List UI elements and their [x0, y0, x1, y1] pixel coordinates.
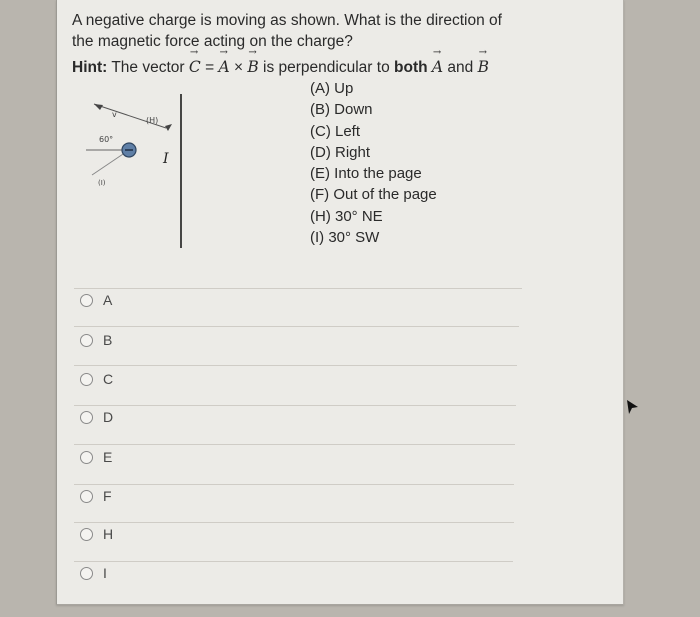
angle-label: 60°	[99, 135, 114, 144]
choice-line: (B) Down	[310, 101, 373, 119]
current-label: I	[163, 151, 169, 167]
radio-button[interactable]	[80, 567, 93, 580]
divider	[74, 561, 513, 562]
choice-line: (F) Out of the page	[310, 186, 437, 204]
divider	[74, 288, 522, 289]
radio-button[interactable]	[80, 294, 93, 307]
answer-option-a[interactable]	[80, 290, 112, 310]
hint-line	[72, 58, 489, 77]
divider	[74, 365, 517, 366]
hint-label: Hint:	[72, 59, 108, 76]
cross-sign: ×	[233, 59, 244, 76]
radio-button[interactable]	[80, 528, 93, 541]
option-label: H	[103, 526, 114, 542]
answer-option-e[interactable]	[80, 447, 112, 467]
radio-button[interactable]	[80, 490, 93, 503]
vector-a: → A	[218, 58, 229, 76]
hint-text-b: is perpendicular to	[263, 59, 390, 76]
hint-text-a: The vector	[111, 59, 185, 76]
divider	[74, 484, 514, 485]
choice-line: (D) Right	[310, 143, 371, 161]
direction-choices-list	[310, 78, 437, 248]
option-label: E	[103, 449, 113, 465]
answer-option-f[interactable]	[80, 486, 112, 506]
divider	[74, 522, 514, 523]
option-label: D	[103, 409, 114, 425]
option-label: A	[103, 292, 113, 308]
hint-bold-both: both	[394, 59, 428, 76]
divider	[74, 444, 515, 445]
vector-a-2: → A	[432, 58, 443, 76]
answer-option-d[interactable]	[80, 407, 113, 427]
mouse-pointer-icon	[626, 399, 640, 415]
vector-b-2: → B	[478, 58, 489, 76]
v-label: v	[112, 110, 117, 119]
choice-line: (E) Into the page	[310, 165, 422, 183]
h-label: (H)	[146, 116, 159, 125]
question-line-2: the magnetic force acting on the charge?	[72, 33, 353, 50]
vector-c: → C	[189, 58, 201, 76]
question-line-1: A negative charge is moving as shown. What is the direction of	[72, 12, 502, 29]
choice-line: (A) Up	[310, 80, 354, 97]
radio-button[interactable]	[80, 451, 93, 464]
choice-line: (I) 30° SW	[310, 229, 380, 247]
option-label: I	[103, 565, 107, 581]
i-direction-label: (I)	[98, 179, 106, 187]
radio-button[interactable]	[80, 373, 93, 386]
choice-line: (H) 30° NE	[310, 207, 383, 225]
hint-text-and: and	[447, 59, 474, 76]
answer-option-i[interactable]	[80, 563, 107, 583]
option-label: C	[103, 371, 114, 387]
divider	[74, 405, 516, 406]
equals-sign: =	[205, 59, 215, 76]
question-text	[72, 10, 612, 52]
answer-option-h[interactable]	[80, 524, 113, 544]
divider	[74, 326, 519, 327]
answer-option-c[interactable]	[80, 369, 113, 389]
radio-button[interactable]	[80, 334, 93, 347]
answer-option-b[interactable]	[80, 330, 112, 350]
choice-line: (C) Left	[310, 122, 361, 140]
velocity-arrow-icon	[94, 104, 103, 110]
option-label: B	[103, 332, 113, 348]
vector-b: → B	[247, 58, 258, 76]
h-direction-arrow-icon	[165, 124, 172, 131]
charge-wire-diagram	[82, 90, 212, 255]
option-label: F	[103, 488, 112, 504]
radio-button[interactable]	[80, 411, 93, 424]
